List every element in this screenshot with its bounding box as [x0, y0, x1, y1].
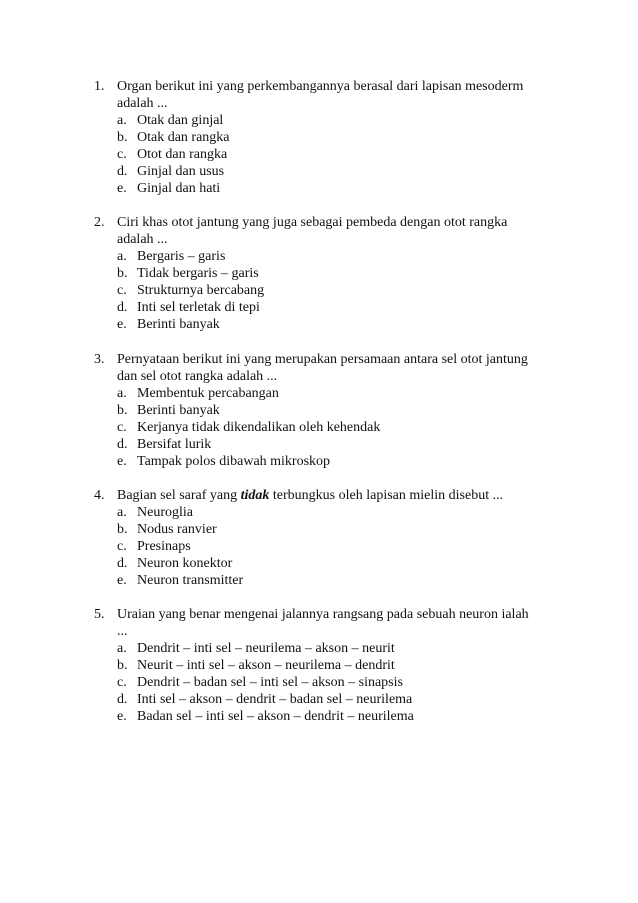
- question-number: 1.: [94, 79, 105, 94]
- question-number: 4.: [94, 488, 105, 503]
- option-a: [117, 248, 564, 265]
- option-a: [117, 112, 564, 129]
- option-letter: e.: [117, 317, 127, 332]
- option-text: Bersifat lurik: [137, 437, 212, 452]
- question-text-before: Bagian sel saraf yang: [117, 488, 241, 503]
- option-letter: b.: [117, 130, 128, 145]
- option-text: Dendrit – badan sel – inti sel – akson – sinapsis: [137, 675, 403, 690]
- option-letter: b.: [117, 403, 128, 418]
- answer-options: [117, 504, 564, 589]
- option-letter: e.: [117, 454, 127, 469]
- option-text: Presinaps: [137, 539, 191, 554]
- option-text: Badan sel – inti sel – akson – dendrit – neurilema: [137, 709, 414, 724]
- option-letter: e.: [117, 573, 127, 588]
- option-letter: d.: [117, 556, 128, 571]
- question-text: [117, 487, 564, 504]
- question-4: [94, 487, 564, 589]
- option-text: Otot dan rangka: [137, 147, 228, 162]
- option-d: [117, 555, 564, 572]
- question-3: [94, 351, 564, 470]
- option-text: Otak dan ginjal: [137, 113, 224, 128]
- option-letter: c.: [117, 675, 127, 690]
- option-text: Inti sel terletak di tepi: [137, 300, 260, 315]
- question-text-after: terbungkus oleh lapisan mielin disebut ...: [269, 488, 504, 503]
- question-text-line: dan sel otot rangka adalah ...: [117, 369, 278, 384]
- option-letter: c.: [117, 147, 127, 162]
- option-b: [117, 402, 564, 419]
- option-letter: d.: [117, 437, 128, 452]
- question-number: 2.: [94, 215, 105, 230]
- option-text: Berinti banyak: [137, 317, 220, 332]
- answer-options: [117, 112, 564, 197]
- option-c: [117, 674, 564, 691]
- option-c: [117, 282, 564, 299]
- option-text: Tampak polos dibawah mikroskop: [137, 454, 331, 469]
- option-letter: a.: [117, 505, 127, 520]
- option-text: Membentuk percabangan: [137, 386, 279, 401]
- option-letter: e.: [117, 709, 127, 724]
- question-text-line: adalah ...: [117, 232, 168, 247]
- option-text: Strukturnya bercabang: [137, 283, 265, 298]
- option-a: [117, 385, 564, 402]
- question-number: 3.: [94, 352, 105, 367]
- question-number: 5.: [94, 607, 105, 622]
- question-2: [94, 214, 564, 333]
- option-letter: a.: [117, 386, 127, 401]
- option-b: [117, 657, 564, 674]
- option-e: [117, 708, 564, 725]
- answer-options: [117, 385, 564, 470]
- question-5: [94, 606, 564, 725]
- option-e: [117, 453, 564, 470]
- option-e: [117, 316, 564, 333]
- option-text: Neurit – inti sel – akson – neurilema – dendrit: [137, 658, 395, 673]
- question-text-line: Ciri khas otot jantung yang juga sebagai pembeda dengan otot rangka: [117, 215, 508, 230]
- option-text: Otak dan rangka: [137, 130, 230, 145]
- option-letter: d.: [117, 692, 128, 707]
- question-text-line: Organ berikut ini yang perkembangannya berasal dari lapisan mesoderm: [117, 79, 524, 94]
- option-text: Dendrit – inti sel – neurilema – akson – neurit: [137, 641, 395, 656]
- answer-options: [117, 248, 564, 333]
- option-text: Ginjal dan hati: [137, 181, 221, 196]
- option-a: [117, 640, 564, 657]
- option-text: Neuron konektor: [137, 556, 233, 571]
- question-text: [117, 214, 564, 248]
- option-b: [117, 129, 564, 146]
- option-letter: e.: [117, 181, 127, 196]
- option-letter: c.: [117, 539, 127, 554]
- question-text-line: ...: [117, 624, 128, 639]
- option-text: Neuron transmitter: [137, 573, 244, 588]
- answer-options: [117, 640, 564, 725]
- option-d: [117, 691, 564, 708]
- question-text: [117, 606, 564, 640]
- option-text: Tidak bergaris – garis: [137, 266, 259, 281]
- option-d: [117, 299, 564, 316]
- question-text-line: adalah ...: [117, 96, 168, 111]
- option-text: Neuroglia: [137, 505, 193, 520]
- option-d: [117, 436, 564, 453]
- option-text: Bergaris – garis: [137, 249, 226, 264]
- question-text-emphasis: tidak: [240, 488, 270, 503]
- question-text: [117, 351, 564, 385]
- option-letter: b.: [117, 658, 128, 673]
- question-text-line: [117, 487, 564, 504]
- option-c: [117, 146, 564, 163]
- option-letter: b.: [117, 266, 128, 281]
- option-text: Inti sel – akson – dendrit – badan sel – neurilema: [137, 692, 413, 707]
- option-text: Ginjal dan usus: [137, 164, 225, 179]
- option-a: [117, 504, 564, 521]
- option-c: [117, 419, 564, 436]
- option-letter: a.: [117, 641, 127, 656]
- option-text: Kerjanya tidak dikendalikan oleh kehendak: [137, 420, 381, 435]
- option-letter: a.: [117, 249, 127, 264]
- option-letter: a.: [117, 113, 127, 128]
- question-text: [117, 78, 564, 112]
- option-letter: d.: [117, 300, 128, 315]
- option-b: [117, 265, 564, 282]
- option-e: [117, 180, 564, 197]
- option-d: [117, 163, 564, 180]
- option-letter: d.: [117, 164, 128, 179]
- option-b: [117, 521, 564, 538]
- option-letter: c.: [117, 283, 127, 298]
- option-text: Nodus ranvier: [137, 522, 217, 537]
- option-text: Berinti banyak: [137, 403, 220, 418]
- question-text-line: Uraian yang benar mengenai jalannya rangsang pada sebuah neuron ialah: [117, 607, 529, 622]
- option-e: [117, 572, 564, 589]
- option-letter: b.: [117, 522, 128, 537]
- option-letter: c.: [117, 420, 127, 435]
- question-text-line: Pernyataan berikut ini yang merupakan persamaan antara sel otot jantung: [117, 352, 528, 367]
- question-1: [94, 78, 564, 197]
- option-c: [117, 538, 564, 555]
